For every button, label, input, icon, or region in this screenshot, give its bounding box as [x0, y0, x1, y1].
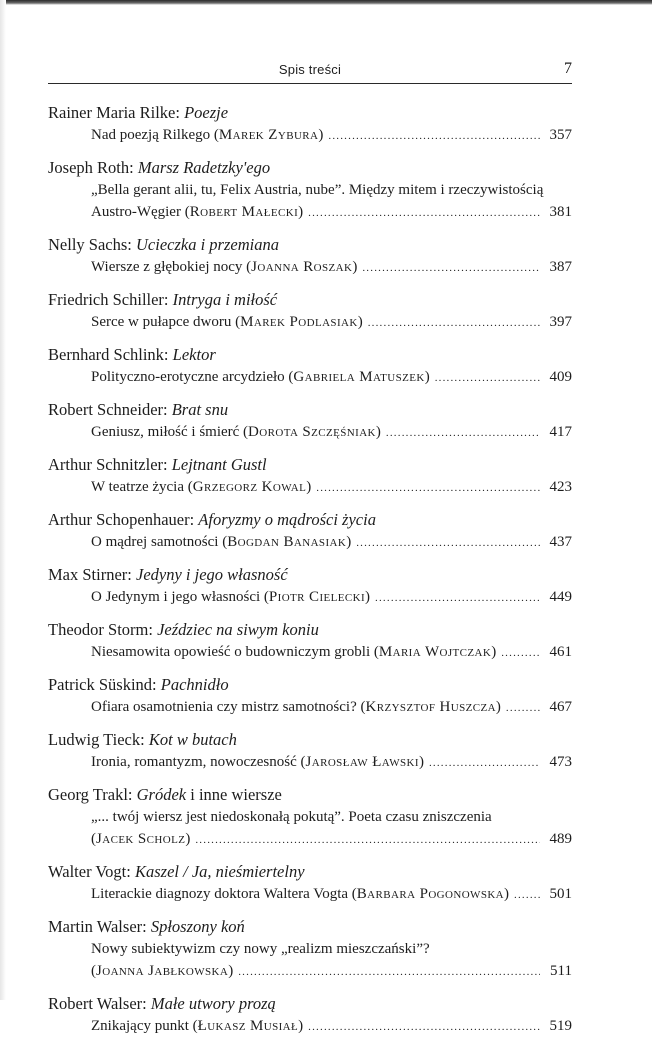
toc-author-line — [48, 509, 572, 531]
toc-essay-title-line: Nowy subiektywizm czy nowy „realizm mieszczański”? — [91, 941, 430, 957]
toc-essay-text — [91, 641, 496, 663]
toc-essay-last-line — [91, 366, 572, 389]
running-header — [48, 62, 572, 82]
toc-entry — [48, 564, 572, 609]
toc-dot-leader — [238, 961, 540, 983]
toc-author: Arthur Schnitzler: — [48, 455, 172, 474]
toc-reviewer: Jarosław Ławski — [305, 754, 419, 770]
toc-essay-title: Geniusz, miłość i śmierć ( — [91, 424, 249, 440]
toc-reviewer-closing: ) — [185, 831, 191, 847]
toc-essay-text — [91, 201, 303, 223]
toc-reviewer: Joanna Jabłkowska — [96, 963, 229, 979]
page-binding-shadow — [0, 0, 6, 1000]
toc-dot-leader — [308, 202, 540, 224]
toc-essay-text — [91, 696, 501, 718]
toc-essay-last-line — [91, 201, 572, 224]
toc-reviewer: Dorota Szczęśniak — [248, 424, 376, 440]
toc-work-title: Aforyzmy o mądrości życia — [198, 510, 376, 529]
toc-dot-leader — [501, 642, 540, 664]
toc-essay-title: ( — [91, 963, 96, 979]
toc-dot-leader — [362, 257, 540, 279]
toc-work-title: Jeździec na siwym koniu — [157, 620, 319, 639]
toc-essay-title: Serce w pułapce dworu ( — [91, 314, 241, 330]
toc-reviewer-closing: ) — [298, 1018, 304, 1034]
toc-work-title: Marsz Radetzky'ego — [137, 158, 271, 177]
toc-author: Robert Schneider: — [48, 400, 172, 419]
toc-author-line — [48, 861, 572, 883]
toc-author: Patrick Süskind: — [48, 675, 161, 694]
toc-reviewer-closing: ) — [424, 369, 430, 385]
toc-page-number: 423 — [549, 479, 572, 495]
toc-dot-leader — [368, 312, 540, 334]
toc-dot-leader — [195, 829, 540, 851]
toc-essay — [48, 179, 572, 224]
toc-reviewer: Maria Wojtczak — [378, 644, 492, 660]
toc-essay-text — [91, 828, 190, 850]
toc-work-title: Lektor — [172, 345, 216, 364]
toc-dot-leader — [514, 884, 540, 906]
toc-page-number: 489 — [549, 831, 572, 847]
toc-author-line — [48, 234, 572, 256]
toc-essay-last-line — [91, 256, 572, 279]
toc-entry — [48, 861, 572, 906]
toc-essay-last-line — [91, 751, 572, 774]
toc-essay-last-line — [91, 960, 572, 983]
toc-essay-title: Austro-Węgier ( — [91, 204, 190, 220]
toc-author-line — [48, 619, 572, 641]
toc-essay — [48, 938, 572, 983]
toc-author: Bernhard Schlink: — [48, 345, 173, 364]
toc-page-number: 417 — [549, 424, 572, 440]
toc-essay-last-line — [91, 531, 572, 554]
toc-essay — [48, 751, 572, 774]
toc-reviewer-closing: ) — [346, 534, 352, 550]
toc-entry — [48, 454, 572, 499]
toc-author-line — [48, 564, 572, 586]
toc-essay-last-line — [91, 586, 572, 609]
toc-essay-last-line — [91, 828, 572, 851]
toc-work-title-suffix: i inne wiersze — [186, 785, 282, 804]
toc-author-line — [48, 344, 572, 366]
toc-reviewer: Grzegorz Kowal — [192, 479, 307, 495]
page-top-edge — [0, 0, 652, 5]
toc-essay-title: O mądrej samotności ( — [91, 534, 228, 550]
toc-page-number: 467 — [549, 699, 572, 715]
toc-essay-text — [91, 751, 424, 773]
toc-author: Ludwig Tieck: — [48, 730, 149, 749]
toc-reviewer-closing: ) — [352, 259, 358, 275]
toc-reviewer: Marek Zybura — [218, 127, 319, 143]
toc-author: Arthur Schopenhauer: — [48, 510, 199, 529]
toc-essay-text — [91, 960, 233, 982]
toc-page-number: 437 — [549, 534, 572, 550]
toc-essay-text — [91, 311, 363, 333]
toc-work-title: Brat snu — [171, 400, 229, 419]
toc-essay-last-line — [91, 641, 572, 664]
toc-dot-leader — [328, 125, 540, 147]
toc-author-line — [48, 674, 572, 696]
toc-essay-last-line — [91, 883, 572, 906]
toc-page-number: 501 — [549, 886, 572, 902]
toc-reviewer: Joanna Roszak — [251, 259, 353, 275]
toc-reviewer: Marek Podlasiak — [240, 314, 358, 330]
toc-essay — [48, 366, 572, 389]
toc-essay-last-line — [91, 311, 572, 334]
toc-essay-text — [91, 476, 311, 498]
toc-author: Robert Walser: — [48, 994, 151, 1013]
toc-reviewer: Robert Małecki — [189, 204, 299, 220]
toc-author: Georg Trakl: — [48, 785, 137, 804]
toc-author-line — [48, 454, 572, 476]
toc-page-number: 473 — [549, 754, 572, 770]
toc-page-number: 357 — [549, 127, 572, 143]
header-rule — [48, 83, 572, 84]
toc-author-line — [48, 399, 572, 421]
toc-essay-text — [91, 256, 357, 278]
toc-page-number: 397 — [549, 314, 572, 330]
toc-page-number: 511 — [550, 963, 572, 979]
toc-reviewer-closing: ) — [491, 644, 497, 660]
toc-reviewer-closing: ) — [375, 424, 381, 440]
toc-work-title: Kaszel / Ja, nieśmiertelny — [134, 862, 305, 881]
toc-author: Joseph Roth: — [48, 158, 138, 177]
toc-reviewer-closing: ) — [495, 699, 501, 715]
toc-essay-text — [91, 1015, 303, 1037]
toc-author: Friedrich Schiller: — [48, 290, 173, 309]
toc-entry — [48, 234, 572, 279]
toc-work-title: Gródek — [136, 785, 187, 804]
toc-work-title: Małe utwory prozą — [150, 994, 276, 1013]
toc-essay-title: Ironia, romantyzm, nowoczesność ( — [91, 754, 306, 770]
toc-essay-title: Wiersze z głębokiej nocy ( — [91, 259, 252, 275]
toc-reviewer: Łukasz Musiał — [197, 1018, 299, 1034]
toc-essay — [48, 311, 572, 334]
toc-reviewer-closing: ) — [504, 886, 510, 902]
toc-essay-title: W teatrze życia ( — [91, 479, 193, 495]
toc-page-number: 387 — [549, 259, 572, 275]
toc-essay — [48, 256, 572, 279]
toc-essay-title: Polityczno-erotyczne arcydzieło ( — [91, 369, 294, 385]
toc-entry — [48, 916, 572, 983]
toc-essay-last-line — [91, 421, 572, 444]
toc-dot-leader — [316, 477, 540, 499]
toc-essay-last-line — [91, 1015, 572, 1038]
toc-reviewer-closing: ) — [298, 204, 304, 220]
toc-entry — [48, 102, 572, 147]
toc-essay-title: Znikający punkt ( — [91, 1018, 198, 1034]
toc-essay-title: Nad poezją Rilkego ( — [91, 127, 219, 143]
toc-essay — [48, 421, 572, 444]
toc-dot-leader — [375, 587, 540, 609]
toc-reviewer: Bogdan Banasiak — [227, 534, 347, 550]
toc-dot-leader — [435, 367, 540, 389]
toc-essay-text — [91, 421, 381, 443]
toc-essay-title: Literackie diagnozy doktora Waltera Vogta ( — [91, 886, 357, 902]
toc-author: Martin Walser: — [48, 917, 151, 936]
toc-reviewer: Jacek Scholz — [96, 831, 186, 847]
toc-essay — [48, 696, 572, 719]
toc-work-title: Jedyny i jego własność — [136, 565, 288, 584]
toc-essay — [48, 1015, 572, 1038]
table-of-contents — [48, 102, 572, 1048]
toc-author: Nelly Sachs: — [48, 235, 136, 254]
toc-author: Rainer Maria Rilke: — [48, 103, 185, 122]
toc-reviewer-closing: ) — [228, 963, 234, 979]
toc-essay — [48, 806, 572, 851]
toc-essay-last-line — [91, 124, 572, 147]
toc-reviewer-closing: ) — [318, 127, 324, 143]
toc-reviewer-closing: ) — [357, 314, 363, 330]
toc-author-line — [48, 784, 572, 806]
toc-essay-title-line: „... twój wiersz jest niedoskonałą pokutą”. Poeta czasu zniszczenia — [91, 809, 492, 825]
toc-essay — [48, 531, 572, 554]
toc-page-number: 461 — [549, 644, 572, 660]
toc-work-title: Kot w butach — [148, 730, 237, 749]
toc-essay — [48, 476, 572, 499]
toc-page-number: 381 — [549, 204, 572, 220]
toc-work-title: Spłoszony koń — [150, 917, 245, 936]
toc-reviewer-closing: ) — [306, 479, 312, 495]
toc-author-line — [48, 729, 572, 751]
toc-dot-leader — [308, 1016, 540, 1038]
toc-author: Walter Vogt: — [48, 862, 135, 881]
toc-author-line — [48, 102, 572, 124]
toc-essay-text — [91, 531, 351, 553]
toc-essay-title: O Jedynym i jego własności ( — [91, 589, 269, 605]
toc-reviewer: Barbara Pogonowska — [356, 886, 505, 902]
toc-entry — [48, 289, 572, 334]
toc-page-number: 449 — [549, 589, 572, 605]
page-number: 7 — [564, 60, 572, 77]
toc-reviewer-closing: ) — [418, 754, 424, 770]
toc-essay — [48, 883, 572, 906]
toc-dot-leader — [429, 752, 540, 774]
toc-essay-last-line — [91, 476, 572, 499]
toc-essay-title-line: „Bella gerant alii, tu, Felix Austria, nube”. Między mitem i rzeczywistością — [91, 182, 544, 198]
toc-entry — [48, 619, 572, 664]
toc-page-number: 519 — [549, 1018, 572, 1034]
toc-work-title: Pachnidło — [160, 675, 229, 694]
toc-essay-text — [91, 883, 509, 905]
toc-entry — [48, 157, 572, 224]
toc-author-line — [48, 916, 572, 938]
toc-essay-text — [91, 586, 370, 608]
toc-essay — [48, 586, 572, 609]
toc-reviewer-closing: ) — [365, 589, 371, 605]
toc-essay-last-line — [91, 696, 572, 719]
toc-entry — [48, 729, 572, 774]
toc-dot-leader — [386, 422, 540, 444]
toc-essay-title: Ofiara osamotnienia czy mistrz samotności? ( — [91, 699, 366, 715]
toc-work-title: Poezje — [184, 103, 229, 122]
toc-author-line — [48, 157, 572, 179]
toc-essay-title: ( — [91, 831, 96, 847]
toc-entry — [48, 674, 572, 719]
toc-essay-text — [91, 366, 430, 388]
toc-reviewer: Piotr Cielecki — [268, 589, 366, 605]
toc-essay-text — [91, 124, 323, 146]
toc-essay-title: Niesamowita opowieść o budowniczym grobli ( — [91, 644, 379, 660]
toc-author-line — [48, 289, 572, 311]
toc-author-line — [48, 993, 572, 1015]
toc-author: Theodor Storm: — [48, 620, 158, 639]
toc-page-number: 409 — [549, 369, 572, 385]
toc-essay — [48, 641, 572, 664]
toc-entry — [48, 344, 572, 389]
toc-dot-leader — [506, 697, 540, 719]
toc-entry — [48, 399, 572, 444]
toc-reviewer: Krzysztof Huszcza — [365, 699, 496, 715]
toc-dot-leader — [356, 532, 540, 554]
toc-reviewer: Gabriela Matuszek — [293, 369, 425, 385]
toc-entry — [48, 509, 572, 554]
toc-work-title: Ucieczka i przemiana — [136, 235, 279, 254]
running-header-title: Spis treści — [278, 62, 342, 77]
toc-essay — [48, 124, 572, 147]
toc-work-title: Intryga i miłość — [172, 290, 278, 309]
toc-entry — [48, 784, 572, 851]
toc-work-title: Lejtnant Gustl — [171, 455, 267, 474]
toc-author: Max Stirner: — [48, 565, 136, 584]
